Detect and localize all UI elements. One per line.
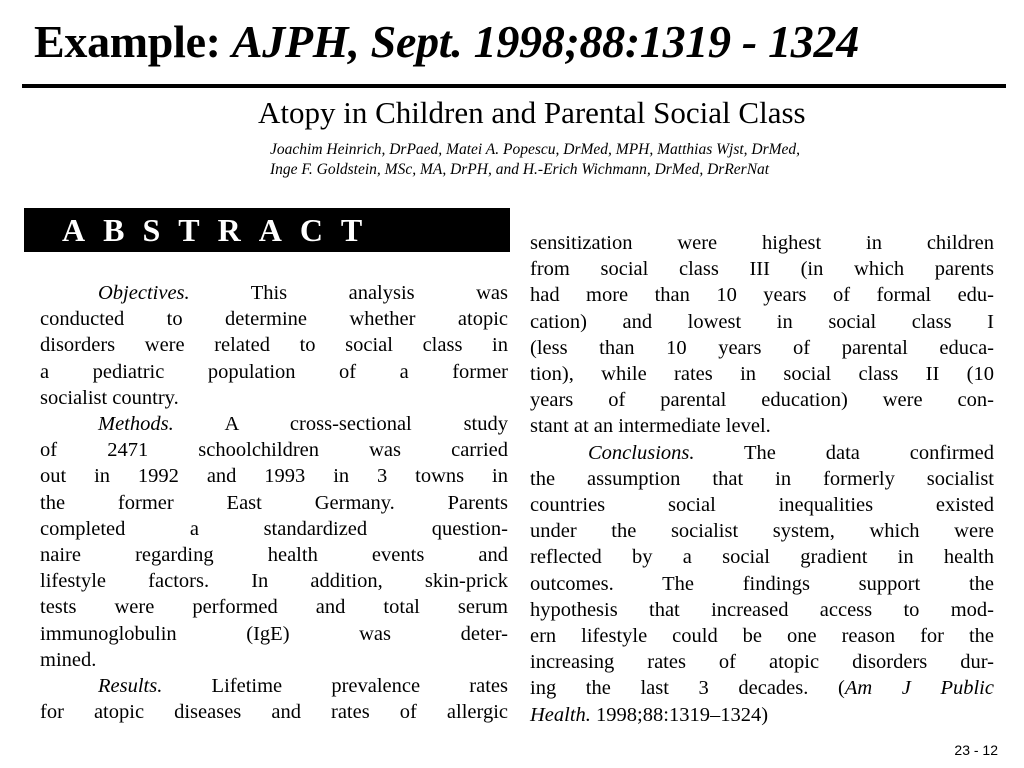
objectives-line: Objectives. This analysis was bbox=[98, 282, 508, 304]
methods-line: of 2471 schoolchildren was carried bbox=[40, 439, 508, 462]
results-line: years of parental education) were con- bbox=[530, 389, 994, 412]
slide-title-prefix: Example: bbox=[34, 16, 221, 67]
citation-journal: Am J Public bbox=[844, 677, 994, 700]
conclusions-line: under the socialist system, which were bbox=[530, 520, 994, 543]
results-line: from social class III (in which parents bbox=[530, 258, 994, 281]
conclusions-line: ing the last 3 decades. (Am J Public bbox=[530, 677, 994, 700]
objectives-line: a pediatric population of a former bbox=[40, 360, 508, 383]
authors-line-2: Inge F. Goldstein, MSc, MA, DrPH, and H.-Erich Wichmann, DrMed, DrRerNat bbox=[270, 161, 770, 178]
slide-title-citation: AJPH, Sept. 1998;88:1319 - 1324 bbox=[231, 16, 859, 67]
methods-line: out in 1992 and 1993 in 3 towns in bbox=[40, 465, 508, 488]
results-label: Results. bbox=[98, 675, 163, 698]
methods-line: lifestyle factors. In addition, skin-prick bbox=[40, 570, 508, 593]
methods-line: the former East Germany. Parents bbox=[40, 491, 508, 514]
methods-line: immunoglobulin (IgE) was deter- bbox=[40, 622, 508, 645]
methods-line: Methods. A cross-sectional study bbox=[98, 413, 508, 436]
conclusions-line: countries social inequalities existed bbox=[530, 494, 994, 517]
paper-title: Atopy in Children and Parental Social Class bbox=[258, 95, 806, 130]
citation-line bbox=[530, 702, 994, 728]
conclusions-line: Conclusions. The data confirmed bbox=[588, 441, 994, 464]
methods-line: mined. bbox=[40, 648, 97, 671]
conclusions-line: increasing rates of atopic disorders dur- bbox=[530, 651, 994, 674]
results-line: tion), while rates in social class II (10 bbox=[530, 363, 994, 386]
title-divider bbox=[22, 84, 1006, 88]
results-line: sensitization were highest in children bbox=[530, 232, 994, 254]
conclusions-line: reflected by a social gradient in health bbox=[530, 546, 994, 569]
abstract-column-left bbox=[40, 280, 508, 725]
results-line: (less than 10 years of parental educa- bbox=[530, 336, 994, 359]
paper-authors bbox=[270, 140, 800, 180]
objectives-line: disorders were related to social class in bbox=[40, 334, 508, 357]
abstract-column-right bbox=[530, 230, 994, 728]
conclusions-line: outcomes. The findings support the bbox=[530, 572, 994, 595]
methods-line: naire regarding health events and bbox=[40, 544, 508, 567]
slide-title bbox=[34, 14, 859, 70]
objectives-label: Objectives. bbox=[98, 282, 190, 304]
citation-journal-cont: Health. bbox=[530, 703, 591, 726]
results-line: Results. Lifetime prevalence rates bbox=[98, 675, 508, 698]
citation-ref: 1998;88:1319–1324) bbox=[596, 703, 769, 726]
abstract-banner: ABSTRACT bbox=[24, 208, 510, 252]
conclusions-label: Conclusions. bbox=[588, 441, 695, 464]
conclusions-line: ern lifestyle could be one reason for the bbox=[530, 625, 994, 648]
authors-line-1: Joachim Heinrich, DrPaed, Matei A. Popescu, DrMed, MPH, Matthias Wjst, DrMed, bbox=[270, 141, 801, 158]
conclusions-line: hypothesis that increased access to mod- bbox=[530, 598, 994, 621]
methods-label: Methods. bbox=[98, 413, 174, 436]
conclusions-line: the assumption that in formerly socialist bbox=[530, 467, 994, 490]
results-line: had more than 10 years of formal edu- bbox=[530, 284, 994, 307]
results-line: stant at an intermediate level. bbox=[530, 415, 771, 438]
methods-line: tests were performed and total serum bbox=[40, 596, 508, 619]
objectives-line: socialist country. bbox=[40, 386, 179, 409]
results-line: for atopic diseases and rates of allergic bbox=[40, 701, 508, 724]
methods-line: completed a standardized question- bbox=[40, 517, 508, 540]
page-number: 23 - 12 bbox=[954, 742, 998, 758]
results-line: cation) and lowest in social class I bbox=[530, 310, 994, 333]
objectives-line: conducted to determine whether atopic bbox=[40, 308, 508, 331]
